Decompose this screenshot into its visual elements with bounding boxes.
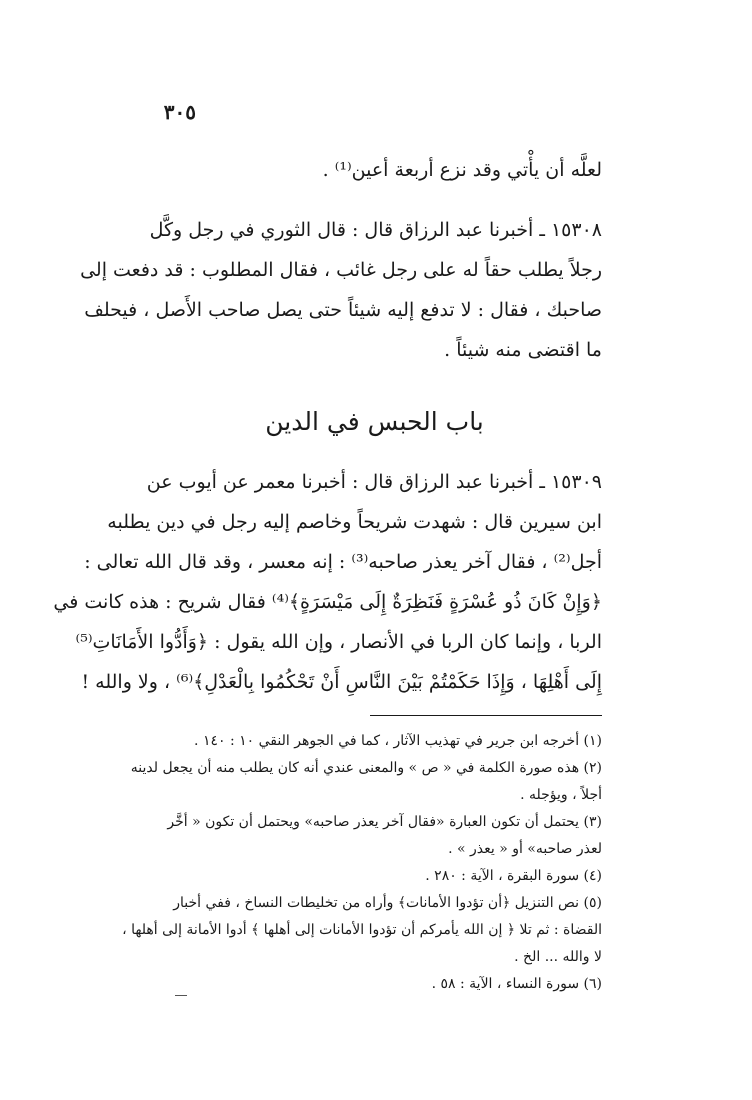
footnote: (٥) نص التنزيل ﴿أن تؤدوا الأمانات﴾ وأراه من تخليطات النساخ ، ففي أخبار	[173, 895, 602, 911]
footnotes	[122, 728, 602, 998]
chapter-title: باب الحبس في الدين	[265, 407, 484, 436]
page-number: ٣٠٥	[163, 100, 196, 124]
text-line: الربا ، وإنما كان الربا في الأنصار ، وإن الله يقول : ﴿وَأَدُّوا الأَمَانَاتِ⁽⁵⁾	[75, 631, 602, 653]
footnote-continuation: لعذر صاحبه» أو « يعذر » .	[448, 841, 602, 857]
text-line: لعلَّه أن يأْتي وقد نزع أربعة أعين⁽¹⁾ .	[322, 159, 602, 181]
text-line: ما اقتضى منه شيئاً .	[444, 339, 602, 361]
footnote-divider	[370, 715, 602, 716]
footnote: (٤) سورة البقرة ، الآية : ٢٨٠ .	[425, 868, 602, 884]
footnote: (٢) هذه صورة الكلمة في « ص » والمعنى عندي أنه كان يطلب منه أن يجعل لدينه	[130, 760, 602, 776]
text-line: ابن سيرين قال : شهدت شريحاً وخاصم إليه رجل في دين يطلبه	[107, 511, 602, 533]
quran-verse-line: ﴿وَإِنْ كَانَ ذُو عُسْرَةٍ فَنَظِرَةٌ إِلَى مَيْسَرَةٍ﴾⁽⁴⁾ فقال شريح : هذه كانت في	[53, 591, 602, 613]
footnote-continuation: القضاة : ثم تلا ﴿ إن الله يأمركم أن تؤدوا الأمانات إلى أهلها ﴾ أدوا الأمانة إلى أهلها ،	[122, 922, 602, 938]
print-mark	[175, 995, 187, 996]
text-line: رجلاً يطلب حقاً له على رجل غائب ، فقال المطلوب : قد دفعت إلى	[80, 259, 602, 281]
footnote-continuation: أجلاً ، ويؤجله .	[520, 787, 602, 803]
text-line: أجل⁽²⁾ ، فقال آخر يعذر صاحبه⁽³⁾ : إنه معسر ، وقد قال الله تعالى :	[84, 551, 602, 573]
footnote: (٦) سورة النساء ، الآية : ٥٨ .	[431, 976, 602, 992]
main-text	[53, 150, 602, 702]
footnote: (٣) يحتمل أن تكون العبارة «فقال آخر يعذر صاحبه» ويحتمل أن تكون « أخَّر	[167, 814, 602, 830]
hadith-15308-line: ١٥٣٠٨ ـ أخبرنا عبد الرزاق قال : قال الثوري في رجل وكَّل	[149, 219, 602, 241]
footnote: (١) أخرجه ابن جرير في تهذيب الآثار ، كما في الجوهر النقي ١٠ : ١٤٠ .	[194, 733, 602, 749]
text-line: صاحبك ، فقال : لا تدفع إليه شيئاً حتى يصل صاحب الأَصل ، فيحلف	[84, 299, 602, 321]
hadith-15309-line: ١٥٣٠٩ ـ أخبرنا عبد الرزاق قال : أخبرنا معمر عن أيوب عن	[146, 471, 602, 493]
quran-verse-line: إِلَى أَهْلِهَا ، وَإِذَا حَكَمْتُمْ بَيْنَ النَّاسِ أَنْ تَحْكُمُوا بِالْعَدْلِ﴾⁽⁶⁾ ، ولا والله !	[81, 671, 602, 693]
footnote-continuation: لا والله ... الخ .	[514, 949, 602, 965]
